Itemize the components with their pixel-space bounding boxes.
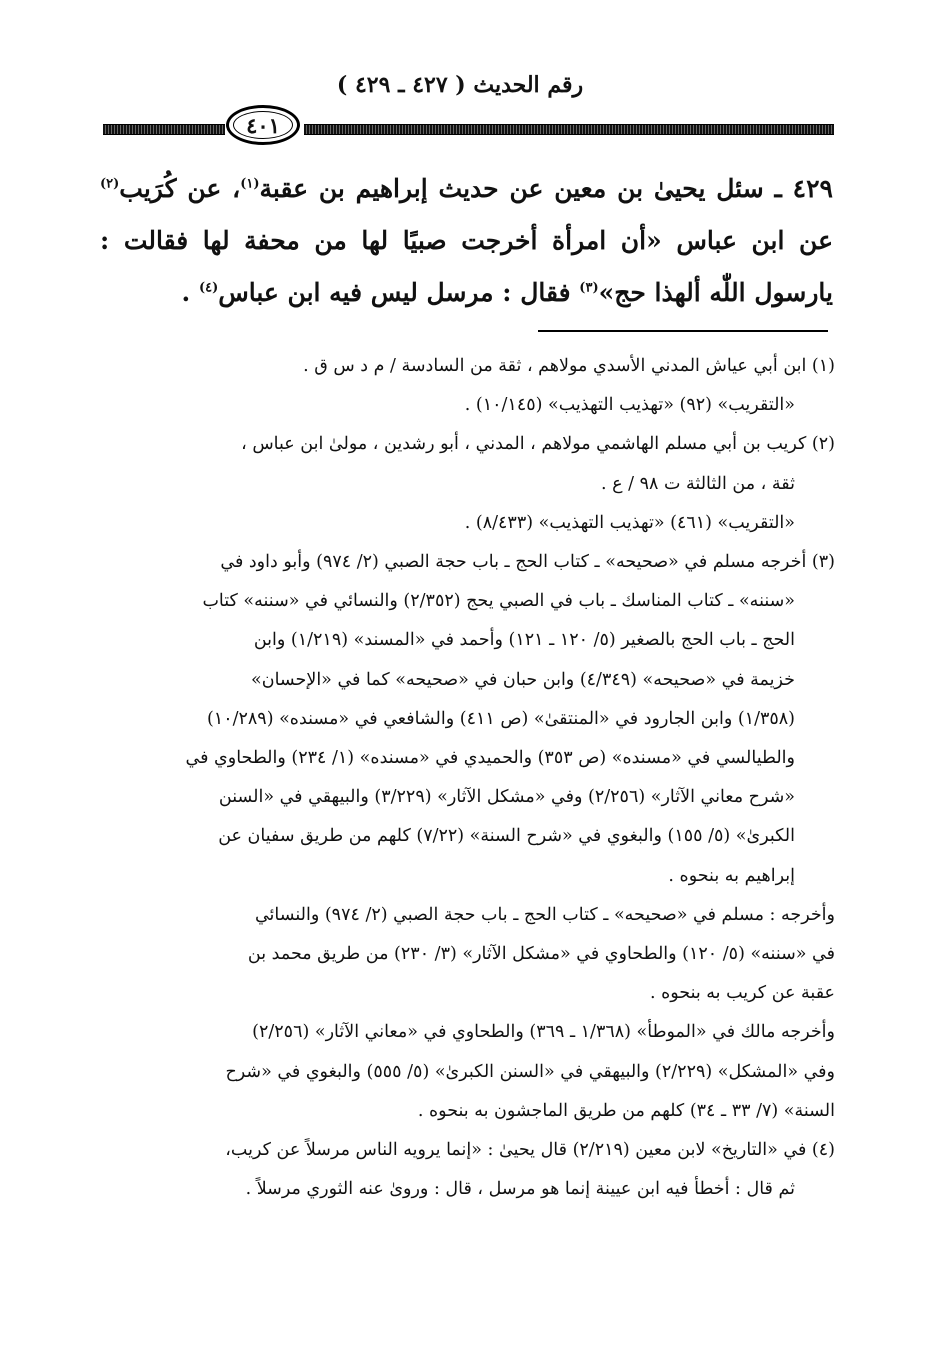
running-header: رقم الحديث ( ٤٢٧ ـ ٤٢٩ )	[336, 72, 584, 98]
hadith-text	[100, 163, 833, 319]
footnote-line: عقبة عن كريب به بنحوه .	[649, 983, 835, 1004]
header-rule-right	[304, 124, 834, 135]
header-rule-left	[103, 124, 225, 135]
footnote-line: خزيمة في «صحيحه» (٤/٣٤٩) وابن حبان في «صحيحه» كما في «الإحسان»	[251, 669, 795, 690]
footnote-3-continuation	[100, 896, 835, 1014]
footnote-line: (١) ابن أبي عياش المدني الأسدي مولاهم ، ثقة من السادسة / م د س ق .	[303, 356, 835, 376]
footnote-line: إبراهيم به بنحوه .	[668, 865, 795, 886]
footnote-ref-4: (٤)	[198, 280, 219, 296]
footnote-separator	[538, 330, 828, 332]
footnote-line: والطيالسي في «مسنده» (ص ٣٥٣) والحميدي في «مسنده» (١/ ٢٣٤) والطحاوي في	[185, 748, 795, 769]
footnote-ref-1: (١)	[240, 176, 260, 192]
footnote-line: ثقة ، من الثالثة ت ٩٨ / ع .	[601, 473, 795, 494]
footnote-line: «التقريب» (٩٢) «تهذيب التهذيب» (١٠/١٤٥) .	[464, 395, 795, 416]
footnote-1	[100, 347, 835, 425]
footnote-line: في «سننه» (٥/ ١٢٠) والطحاوي في «مشكل الآثار» (٣/ ٢٣٠) من طريق محمد بن	[247, 944, 835, 965]
footnote-line: الحج ـ باب الحج بالصغير (٥/ ١٢٠ ـ ١٢١) وأحمد في «المسند» (١/٢١٩) وابن	[253, 630, 795, 651]
hadith-line-2: كُرَيب$^{(٢)}$ عن ابن عباس «أن امرأة أخرجت صبيًا لها من محفة لها فقالت :	[100, 174, 833, 255]
footnote-line: (٣) أخرجه مسلم في «صحيحه» ـ كتاب الحج ـ باب حجة الصبي (٢/ ٩٧٤) وأبو داود في	[220, 552, 835, 573]
hadith-line-3: يارسول اللّٰه ألهذا حج»$^{(٣)}$ فقال : مرسل ليس فيه ابن عباس$^{(٤)}$ .	[181, 278, 833, 307]
footnote-line: (١/٣٥٨) وابن الجارود في «المنتقىٰ» (ص ٤١١) والشافعي في «مسنده» (١٠/٢٨٩)	[206, 708, 795, 729]
footnote-3-continuation-2	[100, 1013, 835, 1131]
footnote-ref-2: (٢)	[100, 176, 120, 192]
footnote-4	[100, 1131, 835, 1209]
footnote-ref-3: (٣)	[579, 280, 599, 296]
page-number: ٤٠١	[226, 105, 300, 145]
footnote-line: الكبرىٰ» (٥/ ١٥٥) والبغوي في «شرح السنة» (٧/٢٢) كلهم من طريق سفيان عن	[218, 826, 795, 847]
footnote-3	[100, 543, 835, 896]
footnote-line: (٤) في «التاريخ» لابن معين (٢/٢١٩) قال يحيىٰ : «إنما يرويه الناس مرسلاً عن كريب،	[225, 1140, 835, 1161]
footnote-line: وأخرجه مالك في «الموطأ» (١/٣٦٨ ـ ٣٦٩) والطحاوي في «معاني الآثار» (٢/٢٥٦)	[252, 1022, 835, 1043]
footnote-line: ثم قال : أخطأ فيه ابن عيينة إنما هو مرسل ، قال : وروىٰ عنه الثوري مرسلاً .	[245, 1179, 795, 1200]
footnote-line: «سننه» ـ كتاب المناسك ـ باب في الصبي يحج (٢/٣٥٢) والنسائي في «سننه» كتاب	[202, 591, 795, 612]
footnote-line: «التقريب» (٤٦١) «تهذيب التهذيب» (٨/٤٣٣) .	[464, 512, 795, 533]
footnote-line: وأخرجه : مسلم في «صحيحه» ـ كتاب الحج ـ باب حجة الصبي (٢/ ٩٧٤) والنسائي	[254, 904, 835, 925]
footnote-line: السنة» (٧/ ٣٣ ـ ٣٤) كلهم من طريق الماجشون به بنحوه .	[417, 1100, 835, 1121]
footnote-line: وفي «المشكل» (٢/٢٢٩) والبيهقي في «السنن الكبرىٰ» (٥/ ٥٥٥) والبغوي في «شرح	[225, 1061, 835, 1082]
footnote-line: «شرح معاني الآثار» (٢/٢٥٦) وفي «مشكل الآثار» (٣/٢٢٩) والبيهقي في «السنن	[218, 787, 795, 808]
hadith-line-1: ٤٢٩ ـ سئل يحيىٰ بن معين عن حديث إبراهيم بن عقبة$^{(١)}$، عن	[187, 174, 833, 203]
footnotes	[100, 347, 835, 1209]
footnote-2	[100, 425, 835, 543]
footnote-line: (٢) كريب بن أبي مسلم الهاشمي مولاهم ، المدني ، أبو رشدين ، مولىٰ ابن عباس ،	[241, 434, 835, 455]
